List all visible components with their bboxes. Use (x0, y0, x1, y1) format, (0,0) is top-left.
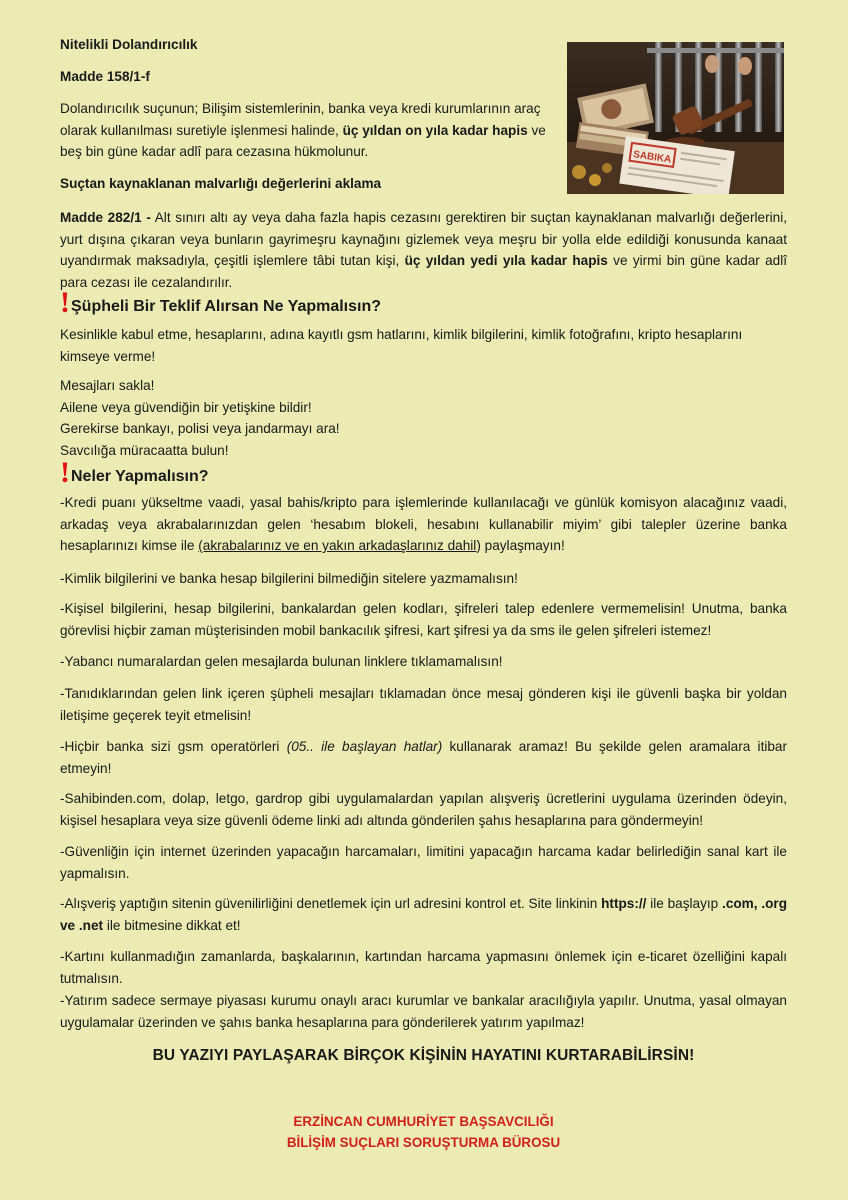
jail-money-gavel-image (567, 42, 784, 194)
what-to-do-item-2: -Kimlik bilgilerini ve banka hesap bilgilerini bilmediğin sitelere yazmamalısın! (60, 571, 518, 586)
sabika-stamp-text: SABIKA (632, 149, 672, 166)
article-282-penalty: üç yıldan yedi yıla kadar hapis (404, 253, 608, 268)
item-1-text-a: -Kredi puanı yükseltme vaadi, yasal bahis/kripto para işlemlerinde kullanılacağı ve günlük komisyon alacağınız vaadi, arkadaş veya akrabalarınızdan gelen ‘hesabım blokeli, hesabını kullanabilir miyim’ gibi talepler üzerine banka hesaplarınızı kimse ile (60, 495, 787, 553)
item-6-text-a: -Hiçbir banka sizi gsm operatörleri (60, 739, 287, 754)
item-6-text-b: kullanarak aramaz! Bu şekilde gelen aramalara itibar etmeyin! (60, 739, 788, 776)
exclamation-icon: ! (60, 456, 70, 489)
what-to-do-item-1 (60, 492, 787, 557)
exclamation-icon: ! (60, 286, 70, 319)
footer-office-name: ERZİNCAN CUMHURİYET BAŞSAVCILIĞI (293, 1114, 554, 1129)
article-282-title: Madde 282/1 - (60, 210, 151, 225)
item-1-underlined: (akrabalarınız ve en yakın arkadaşlarınız dahil (198, 538, 477, 553)
item-1-text-b: ) paylaşmayın! (476, 538, 565, 553)
article-158-text-b: ve beş bin güne kadar adlî para cezasına hükmolunur. (60, 122, 546, 159)
what-to-do-item-11: -Yatırım sadece sermaye piyasası kurumu onaylı aracı kurumlar ve bankalar aracılığıyla yapılır. Unutma, yasal olmayan uygulamalar üzerinden ve şahıs banka hesaplarına para gönderilerek yatırım yapılmaz! (60, 993, 787, 1030)
advice-list (60, 375, 340, 461)
share-banner: BU YAZIYI PAYLAŞARAK BİRÇOK KİŞİNİN HAYATINI KURTARABİLİRSİN! (152, 1047, 695, 1064)
article-158-penalty: üç yıldan on yıla kadar hapis (342, 122, 528, 138)
item-9-text-a: -Alışveriş yaptığın sitenin güvenilirliğini denetlemek için url adresini kontrol et. Site linkinin (60, 896, 602, 911)
article-158-text (60, 98, 554, 163)
what-to-do-item-5: -Tanıdıklarından gelen link içeren şüpheli mesajları tıklamadan önce mesaj gönderen kişi ile güvenli başka bir yoldan iletişime geçerek teyit etmelisin! (60, 686, 787, 723)
item-9-domains: .com, .org ve .net (60, 896, 788, 933)
article-282-text-b: ve yirmi bin güne kadar adlî para cezası ile cezalandırılır. (60, 253, 788, 290)
what-to-do-item-8: -Güvenliğin için internet üzerinden yapacağın harcamaları, limitini yapacağın harcama kadar belirlediğin sanal kart ile yapmalısın. (60, 844, 787, 881)
section-what-to-do-title (60, 456, 209, 489)
advice-line: Savcılığa müracaatta bulun! (60, 442, 229, 458)
item-9-https: https:// (601, 896, 647, 911)
what-to-do-item-10: -Kartını kullanmadığın zamanlarda, başkalarının, kartından harcama yapmasını önlemek için e-ticaret özelliğini kapalı tutmalısın. (60, 949, 787, 986)
item-9-text-d: ile bitmesine dikkat et! (103, 917, 241, 933)
advice-line: Gerekirse bankayı, polisi veya jandarmayı ara! (60, 421, 340, 436)
heading-nitelikli-dolandiricilik: Nitelikli Dolandırıcılık (60, 37, 198, 52)
what-to-do-item-9 (60, 893, 787, 936)
article-158-title: Madde 158/1-f (60, 69, 150, 84)
section-suspicious-offer-intro: Kesinlikle kabul etme, hesaplarını, adına kayıtlı gsm hatlarını, kimlik bilgilerini, kimlik fotoğrafını, kripto hesaplarını kimseye verme! (60, 327, 743, 364)
what-to-do-item-3: -Kişisel bilgilerini, hesap bilgilerini, bankalardan gelen kodları, şifreleri talep edenlere vermemelisin! Unutma, banka görevlisi hiçbir zaman müşterisinden mobil bankacılık şifresi, kart şifresi ya da sms ile gelen şifreleri istemez! (60, 601, 787, 638)
what-to-do-item-7: -Sahibinden.com, dolap, letgo, gardrop gibi uygulamalardan yapılan alışveriş ücretlerini uygulama üzerinden ödeyin, kişisel hesaplara veya size güvenli ödeme linki adı altında gönderilen şahıs hesaplarına para göndermeyin! (60, 791, 787, 828)
what-to-do-item-4: -Yabancı numaralardan gelen mesajlarda bulunan linklere tıklamamalısın! (60, 654, 503, 669)
what-to-do-item-6 (60, 736, 787, 779)
heading-aklama: Suçtan kaynaklanan malvarlığı değerlerini aklama (60, 176, 382, 191)
article-282-text-a: Alt sınırı altı ay veya daha fazla hapis cezasını gerektiren bir suçtan kaynaklanan malvarlığı değerlerini, yurt dışına çıkaran veya bunların gayrimeşru kaynağını gizlemek veya meşru bir yolla elde edildiği konusunda kanaat uyandırmak maksadıyla, çeşitli işlemlere tâbi tutan kişi, (60, 210, 787, 268)
advice-line: Mesajları sakla! (60, 378, 155, 393)
footer-bureau-name: BİLİŞİM SUÇLARI SORUŞTURMA BÜROSU (286, 1135, 561, 1150)
article-158-text-a: Dolandırıcılık suçunun; Bilişim sistemlerinin, banka veya kredi kurumlarının araç olarak kullanılması suretiyle işlenmesi halinde, (60, 101, 541, 138)
sabika-illustration (567, 42, 784, 194)
section-suspicious-offer-title (60, 286, 382, 319)
section-suspicious-offer-heading: Şüpheli Bir Teklif Alırsan Ne Yapmalısın? (71, 298, 382, 315)
item-6-italic: (05.. ile başlayan hatlar) (286, 739, 443, 754)
article-282-text (60, 207, 787, 293)
item-9-text-c: ile başlayıp (646, 896, 723, 911)
advice-line: Ailene veya güvendiğin bir yetişkine bildir! (60, 399, 312, 415)
section-what-to-do-heading: Neler Yapmalısın? (71, 468, 209, 485)
